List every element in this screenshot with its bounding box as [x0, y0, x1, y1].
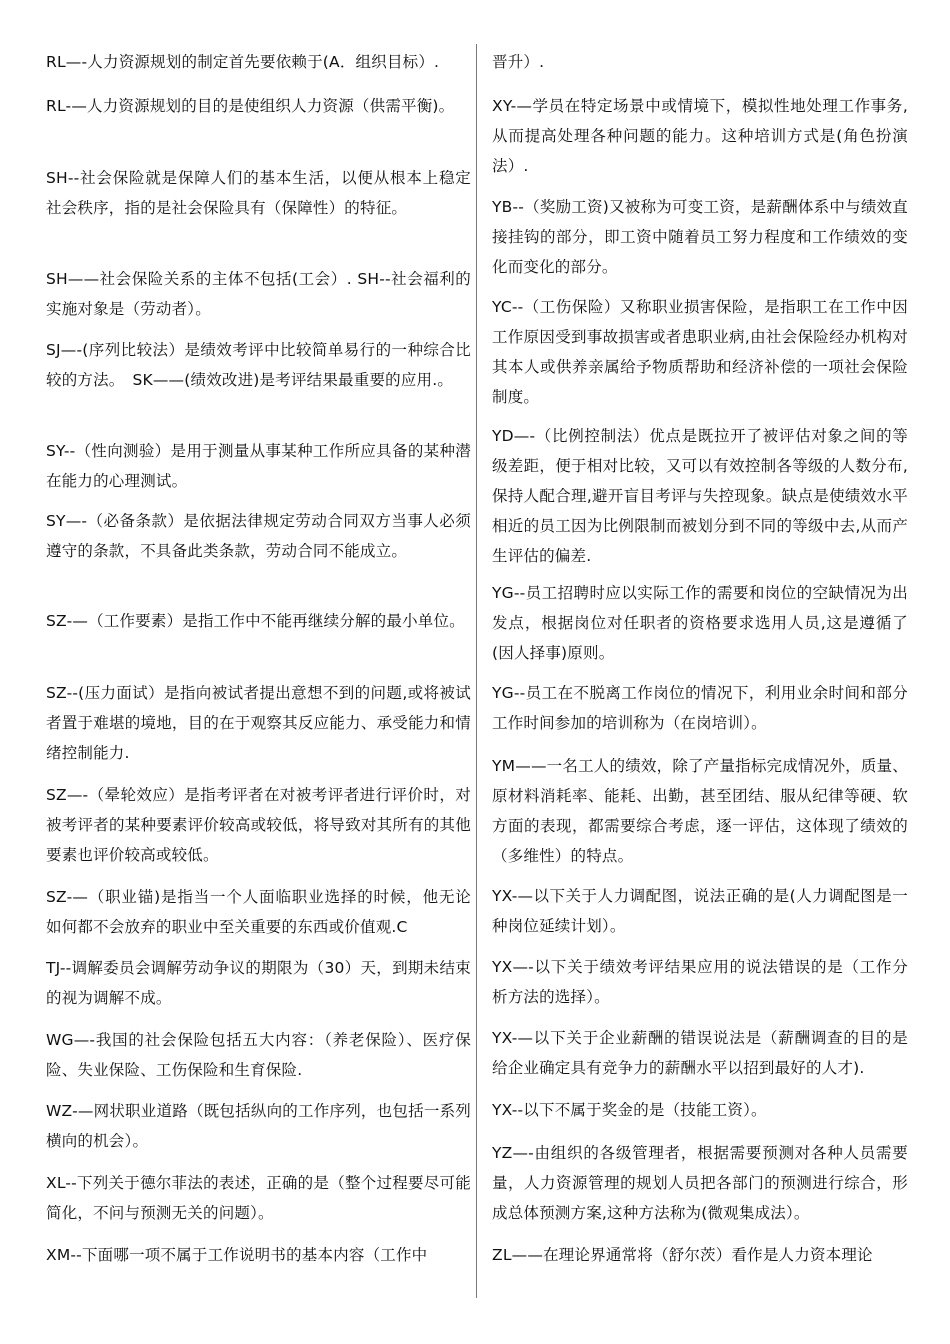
- column-divider: [476, 44, 477, 1298]
- paragraph: WG—-我国的社会保险包括五大内容：（养老保险）、医疗保险、失业保险、工伤保险和生育保险.: [46, 1031, 471, 1079]
- paragraph: YZ—-由组织的各级管理者，根据需要预测对各种人员需要量，人力资源管理的规划人员把各部门的预测进行综合，形成总体预测方案,这种方法称为(微观集成法）。: [492, 1144, 908, 1222]
- paragraph: SJ—-(序列比较法）是绩效考评中比较简单易行的一种综合比较的方法。 SK——(绩效改进)是考评结果最重要的应用.。: [46, 341, 471, 389]
- paragraph: XY-—学员在特定场景中或情境下，模拟性地处理工作事务,从而提高处理各种问题的能力。这种培训方式是(角色扮演法）.: [492, 97, 908, 175]
- paragraph: SZ-—（工作要素）是指工作中不能再继续分解的最小单位。: [46, 612, 465, 630]
- paragraph: RL-—人力资源规划的目的是使组织人力资源（供需平衡)。: [46, 97, 455, 115]
- paragraph: YX-—以下关于企业薪酬的错误说法是（薪酬调查的目的是给企业确定具有竞争力的薪酬水平以招到最好的人才).: [492, 1029, 908, 1077]
- paragraph: YX--以下不属于奖金的是（技能工资）。: [492, 1101, 767, 1119]
- paragraph: SZ--(压力面试）是指向被试者提出意想不到的问题,或将被试者置于难堪的境地，目的在于观察其反应能力、承受能力和情绪控制能力.: [46, 684, 471, 762]
- paragraph: YC--（工伤保险）又称职业损害保险，是指职工在工作中因工作原因受到事故损害或者患职业病,由社会保险经办机构对其本人或供养亲属给予物质帮助和经济补偿的一项社会保险制度。: [492, 298, 908, 406]
- paragraph: YX-—以下关于人力调配图，说法正确的是(人力调配图是一种岗位延续计划）。: [492, 887, 908, 935]
- paragraph: YM——一名工人的绩效，除了产量指标完成情况外，质量、原材料消耗率、能耗、出勤，甚至团结、服从纪律等硬、软方面的表现，都需要综合考虑，逐一评估，这体现了绩效的（多维性）的特点。: [492, 757, 908, 865]
- paragraph: SY—-（必备条款）是依据法律规定劳动合同双方当事人必须遵守的条款，不具备此类条款，劳动合同不能成立。: [46, 512, 471, 560]
- paragraph: YB--（奖励工资)又被称为可变工资，是薪酬体系中与绩效直接挂钩的部分，即工资中随着员工努力程度和工作绩效的变化而变化的部分。: [492, 198, 908, 276]
- paragraph: SZ-—（职业锚)是指当一个人面临职业选择的时候，他无论如何都不会放弃的职业中至关重要的东西或价值观.C: [46, 888, 471, 936]
- paragraph: TJ--调解委员会调解劳动争议的期限为（30）天，到期未结束的视为调解不成。: [46, 959, 471, 1007]
- paragraph: RL—-人力资源规划的制定首先要依赖于(A．组织目标）.: [46, 53, 440, 71]
- paragraph: YX—-以下关于绩效考评结果应用的说法错误的是（工作分析方法的选择）。: [492, 958, 908, 1006]
- paragraph: XL--下列关于德尔菲法的表述，正确的是（整个过程要尽可能简化，不问与预测无关的问题）。: [46, 1174, 471, 1222]
- paragraph: YD—-（比例控制法）优点是既拉开了被评估对象之间的等级差距，便于相对比较，又可以有效控制各等级的人数分布,保持人配合理,避开盲目考评与失控现象。缺点是使绩效水平相近的员工因为比例限制而被划分到不同的等级中去,从而产生评估的偏差.: [492, 427, 908, 565]
- paragraph: SH--社会保险就是保障人们的基本生活，以便从根本上稳定社会秩序，指的是社会保险具有（保障性）的特征。: [46, 169, 471, 217]
- paragraph: WZ-—网状职业道路（既包括纵向的工作序列，也包括一系列横向的机会）。: [46, 1102, 471, 1150]
- paragraph: SY--（性向测验）是用于测量从事某种工作所应具备的某种潜在能力的心理测试。: [46, 442, 471, 490]
- paragraph: ZL——在理论界通常将（舒尔茨）看作是人力资本理论: [492, 1246, 873, 1264]
- paragraph: 晋升）.: [492, 53, 545, 71]
- paragraph: SH——社会保险关系的主体不包括(工会）. SH--社会福利的实施对象是（劳动者）。: [46, 270, 471, 318]
- paragraph: SZ—-（晕轮效应）是指考评者在对被考评者进行评价时，对被考评者的某种要素评价较高或较低，将导致对其所有的其他要素也评价较高或较低。: [46, 786, 471, 864]
- paragraph: YG--员工在不脱离工作岗位的情况下，利用业余时间和部分工作时间参加的培训称为（在岗培训）。: [492, 684, 908, 732]
- paragraph: XM--下面哪一项不属于工作说明书的基本内容（工作中: [46, 1246, 428, 1264]
- paragraph: YG--员工招聘时应以实际工作的需要和岗位的空缺情况为出发点，根据岗位对任职者的资格要求选用人员,这是遵循了(因人择事)原则。: [492, 584, 908, 662]
